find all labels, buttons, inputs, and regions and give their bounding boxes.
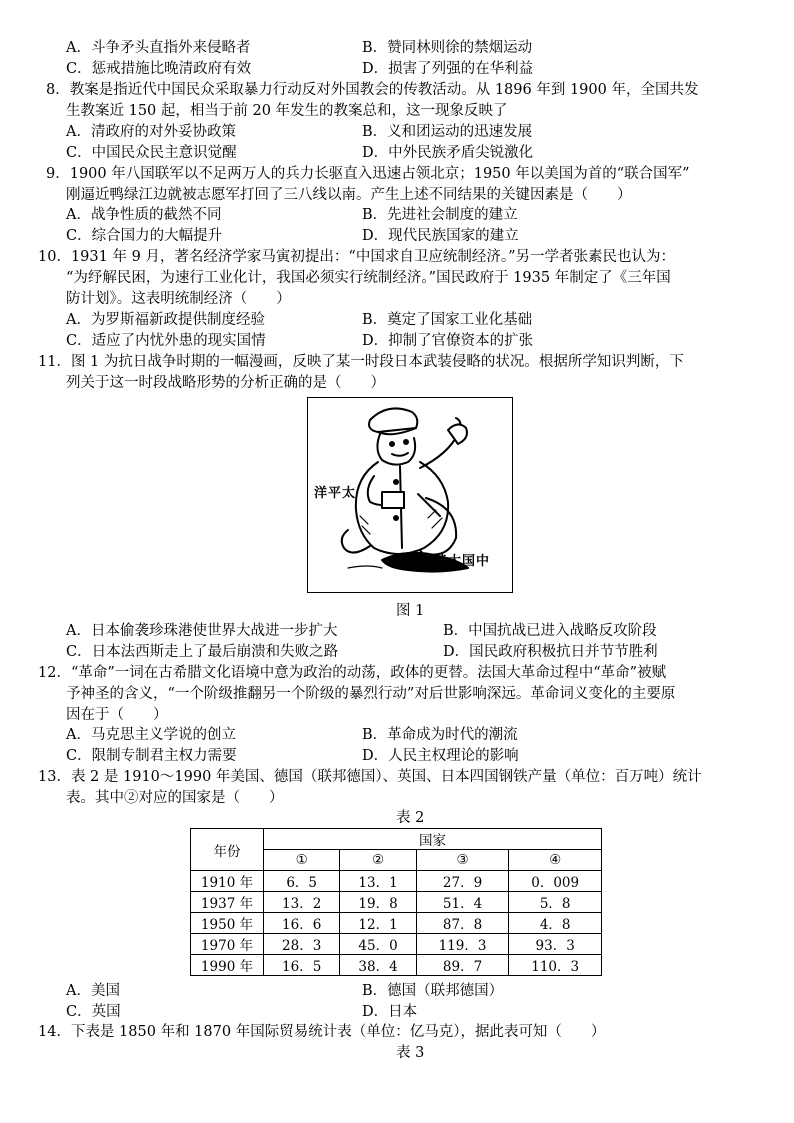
table-cell: 13．1 bbox=[340, 871, 416, 892]
steel-output-table bbox=[190, 828, 602, 976]
table-cell: 5．8 bbox=[509, 892, 602, 913]
q12-option-b: B．革命成为时代的潮流 bbox=[362, 727, 518, 743]
q11-option-d: D．国民政府积极抗日并节节胜利 bbox=[443, 644, 658, 660]
cartoon-label-bottom: 陸大国中 bbox=[434, 554, 491, 569]
q13-stem-line2: 表。其中②对应的国家是（ ） bbox=[66, 790, 284, 806]
q11-option-b: B．中国抗战已进入战略反攻阶段 bbox=[443, 623, 657, 639]
table-cell: 38．4 bbox=[340, 955, 416, 976]
table-cell: 51．4 bbox=[416, 892, 509, 913]
q12-stem-line3: 因在于（ ） bbox=[66, 707, 168, 723]
row-year: 1950 年 bbox=[191, 913, 264, 934]
q14-stem-line1: 14．下表是 1850 年和 1870 年国际贸易统计表（单位：亿马克），据此表可知（ ） bbox=[38, 1024, 606, 1040]
q13-option-b: B．德国（联邦德国） bbox=[362, 983, 504, 999]
q10-stem-line2: “为纾解民困，为速行工业化计，我国必须实行统制经济。”国民政府于 1935 年制定了《三年国 bbox=[66, 270, 671, 286]
cartoon-label-left: 洋平太 bbox=[314, 486, 357, 501]
q9-option-a: A．战争性质的截然不同 bbox=[66, 207, 222, 223]
column-header: ③ bbox=[416, 850, 509, 871]
q11-stem-line1: 11．图 1 为抗日战争时期的一幅漫画，反映了某一时段日本武装侵略的状况。根据所学知识判断，下 bbox=[38, 354, 684, 370]
q11-stem-line2: 列关于这一时段战略形势的分析正确的是（ ） bbox=[66, 375, 385, 391]
q10-stem-line1: 10．1931 年 9 月，著名经济学家马寅初提出：“中国求自卫应统制经济。”另一学者张素民也认为： bbox=[38, 249, 675, 265]
q12-stem-line2: 予神圣的含义，“一个阶级推翻另一个阶级的暴烈行动”对后世影响深远。革命词义变化的主要原 bbox=[66, 686, 676, 702]
figure-1-caption: 图 1 bbox=[396, 603, 425, 619]
table-cell: 93．3 bbox=[509, 934, 602, 955]
q8-stem-line2: 生教案近 150 起，相当于前 20 年发生的教案总和，这一现象反映了 bbox=[66, 103, 508, 119]
q8-option-a: A．清政府的对外妥协政策 bbox=[66, 124, 236, 140]
column-header: ② bbox=[340, 850, 416, 871]
table-cell: 16．5 bbox=[264, 955, 340, 976]
table-2-caption: 表 2 bbox=[396, 810, 425, 826]
q10-option-a: A．为罗斯福新政提供制度经验 bbox=[66, 312, 265, 328]
table-cell: 19．8 bbox=[340, 892, 416, 913]
table-cell: 6．5 bbox=[264, 871, 340, 892]
q9-option-d: D．现代民族国家的建立 bbox=[362, 228, 519, 244]
figure-1-cartoon bbox=[307, 397, 513, 593]
table-cell: 45．0 bbox=[340, 934, 416, 955]
q12-option-c: C．限制专制君主权力需要 bbox=[66, 748, 237, 764]
table-row bbox=[191, 913, 602, 934]
table-cell: 87．8 bbox=[416, 913, 509, 934]
q13-option-a: A．美国 bbox=[66, 983, 120, 999]
q10-option-d: D．抑制了官僚资本的扩张 bbox=[362, 333, 534, 349]
q10-option-b: B．奠定了国家工业化基础 bbox=[362, 312, 533, 328]
row-year: 1910 年 bbox=[191, 871, 264, 892]
table-row bbox=[191, 955, 602, 976]
q12-option-a: A．马克思主义学说的创立 bbox=[66, 727, 236, 743]
q8-option-c: C．中国民众民主意识觉醒 bbox=[66, 145, 237, 161]
table-row bbox=[191, 892, 602, 913]
row-year: 1970 年 bbox=[191, 934, 264, 955]
q9-stem-line2: 刚逼近鸭绿江边就被志愿军打回了三八线以南。产生上述不同结果的关键因素是（ ） bbox=[66, 187, 632, 203]
row-year: 1990 年 bbox=[191, 955, 264, 976]
row-year: 1937 年 bbox=[191, 892, 264, 913]
table-row bbox=[191, 934, 602, 955]
q9-option-c: C．综合国力的大幅提升 bbox=[66, 228, 223, 244]
table-cell: 119．3 bbox=[416, 934, 509, 955]
q12-option-d: D．人民主权理论的影响 bbox=[362, 748, 519, 764]
column-header: ④ bbox=[509, 850, 602, 871]
q10-stem-line3: 防计划》。这表明统制经济（ ） bbox=[66, 291, 291, 307]
q8-stem-line1: 8．教案是指近代中国民众采取暴力行动反对外国教会的传教活动。从 1896 年到 1900 年，全国共发 bbox=[46, 82, 699, 98]
table-cell: 4．8 bbox=[509, 913, 602, 934]
column-header: ① bbox=[264, 850, 340, 871]
q11-option-c: C．日本法西斯走上了最后崩溃和失败之路 bbox=[66, 644, 339, 660]
table-cell: 27．9 bbox=[416, 871, 509, 892]
q7-option-a: A．斗争矛头直指外来侵略者 bbox=[66, 40, 251, 56]
q7-option-c: C．惩戒措施比晚清政府有效 bbox=[66, 61, 252, 77]
q9-stem-line1: 9．1900 年八国联军以不足两万人的兵力长驱直入迅速占领北京；1950 年以美国为首的“联合国军” bbox=[46, 166, 690, 182]
q7-option-d: D．损害了列强的在华利益 bbox=[362, 61, 534, 77]
q7-option-b: B．赞同林则徐的禁烟运动 bbox=[362, 40, 533, 56]
q8-option-d: D．中外民族矛盾尖锐激化 bbox=[362, 145, 534, 161]
q9-option-b: B．先进社会制度的建立 bbox=[362, 207, 518, 223]
q8-option-b: B．义和团运动的迅速发展 bbox=[362, 124, 533, 140]
table-cell: 16．6 bbox=[264, 913, 340, 934]
country-group-header: 国家 bbox=[264, 829, 602, 850]
table-cell: 12．1 bbox=[340, 913, 416, 934]
table-cell: 13．2 bbox=[264, 892, 340, 913]
q13-option-d: D．日本 bbox=[362, 1004, 418, 1020]
q13-option-c: C．英国 bbox=[66, 1004, 121, 1020]
table-3-caption: 表 3 bbox=[396, 1045, 425, 1061]
q10-option-c: C．适应了内忧外患的现实国情 bbox=[66, 333, 266, 349]
table-row bbox=[191, 871, 602, 892]
table-cell: 89．7 bbox=[416, 955, 509, 976]
table-cell: 110．3 bbox=[509, 955, 602, 976]
q13-stem-line1: 13．表 2 是 1910～1990 年美国、德国（联邦德国）、英国、日本四国钢铁产量（单位：百万吨）统计 bbox=[38, 769, 702, 785]
q11-option-a: A．日本偷袭珍珠港使世界大战进一步扩大 bbox=[66, 623, 338, 639]
q12-stem-line1: 12．“革命”一词在古希腊文化语境中意为政治的动荡，政体的更替。法国大革命过程中“革命”被赋 bbox=[38, 665, 667, 681]
table-cell: 28．3 bbox=[264, 934, 340, 955]
year-header: 年份 bbox=[191, 829, 264, 871]
table-cell: 0．009 bbox=[509, 871, 602, 892]
